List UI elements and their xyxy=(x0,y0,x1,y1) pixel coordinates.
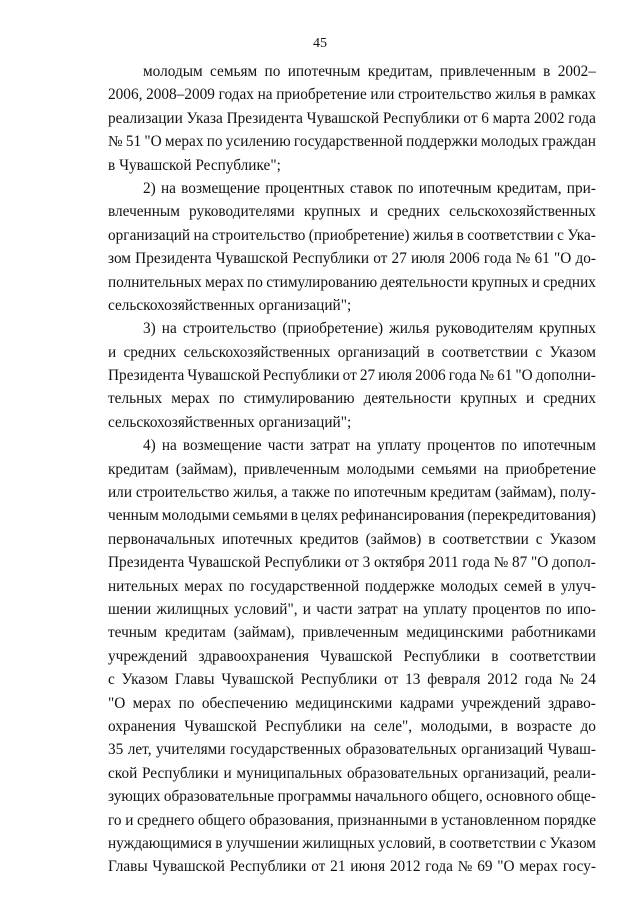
text-line: сельскохозяйственных организаций"; xyxy=(108,296,352,314)
text-line: 4) на возмещение части затрат на уплату процентов по ипотечным xyxy=(143,437,596,455)
text-line: 2) на возмещение процентных ставок по ипотечным кредитам, при- xyxy=(143,179,596,197)
text-line: кредитам (займам), привлеченным молодыми семьями на приобретение xyxy=(108,460,596,478)
text-line: зом Президента Чувашской Республики от 27 июля 2006 года № 61 "О до- xyxy=(108,250,596,268)
text-line: сельскохозяйственных организаций"; xyxy=(108,413,352,431)
text-line: влеченным руководителями крупных и средних сельскохозяйственных xyxy=(108,203,596,221)
text-line: или строительство жилья, а также по ипотечным кредитам (займам), полу- xyxy=(108,484,596,502)
text-line: первоначальных ипотечных кредитов (займов) в соответствии с Указом xyxy=(108,530,596,548)
text-line: № 51 "О мерах по усилению государственной поддержки молодых граждан xyxy=(108,133,596,151)
text-line: зующих образовательные программы начального общего, основного обще- xyxy=(108,788,596,806)
text-line: ской Республики и муниципальных образовательных организаций, реали- xyxy=(108,764,596,782)
text-line: "О мерах по обеспечению медицинскими кадрами учреждений здраво- xyxy=(108,694,596,712)
text-line: ченным молодыми семьями в целях рефинансирования (перекредитования) xyxy=(108,507,596,525)
text-line: течным кредитам (займам), привлеченным медицинскими работниками xyxy=(108,624,596,642)
text-line: Главы Чувашской Республики от 21 июня 2012 года № 69 "О мерах госу- xyxy=(108,858,596,876)
text-line: 2006, 2008–2009 годах на приобретение или строительство жилья в рамках xyxy=(108,86,596,104)
text-line: тельных мерах по стимулированию деятельности крупных и средних xyxy=(108,390,596,408)
text-line: нительных мерах по государственной поддержке молодых семей в улуч- xyxy=(108,577,596,595)
text-line: Президента Чувашской Республики от 27 июля 2006 года № 61 "О дополни- xyxy=(108,367,596,385)
text-line: в Чувашской Республике"; xyxy=(108,156,281,174)
text-line: реализации Указа Президента Чувашской Республики от 6 марта 2002 года xyxy=(108,109,596,127)
text-line: го и среднего общего образования, признанными в установленном порядке xyxy=(108,811,596,829)
text-line: с Указом Главы Чувашской Республики от 13 февраля 2012 года № 24 xyxy=(108,671,596,689)
text-line: молодым семьям по ипотечным кредитам, привлеченным в 2002– xyxy=(143,63,596,80)
page-number: 45 xyxy=(313,36,327,51)
text-line: нуждающимися в улучшении жилищных условий, в соответствии с Указом xyxy=(108,834,596,852)
text-line: Президента Чувашской Республики от 3 октября 2011 года № 87 "О допол- xyxy=(108,554,596,572)
text-line: охранения Чувашской Республики на селе", молодыми, в возрасте до xyxy=(108,717,596,735)
text-line: шении жилищных условий", и части затрат на уплату процентов по ипо- xyxy=(108,600,596,618)
text-line: 35 лет, учителями государственных образовательных организаций Чуваш- xyxy=(108,741,596,759)
text-line: и средних сельскохозяйственных организаций в соответствии с Указом xyxy=(108,343,596,361)
text-line: учреждений здравоохранения Чувашской Республики в соответствии xyxy=(108,647,596,665)
text-line: 3) на строительство (приобретение) жилья руководителям крупных xyxy=(143,320,596,338)
text-line: организаций на строительство (приобретение) жилья в соответствии с Ука- xyxy=(108,226,596,244)
text-line: полнительных мерах по стимулированию деятельности крупных и средних xyxy=(108,273,596,291)
document-body xyxy=(108,60,596,879)
